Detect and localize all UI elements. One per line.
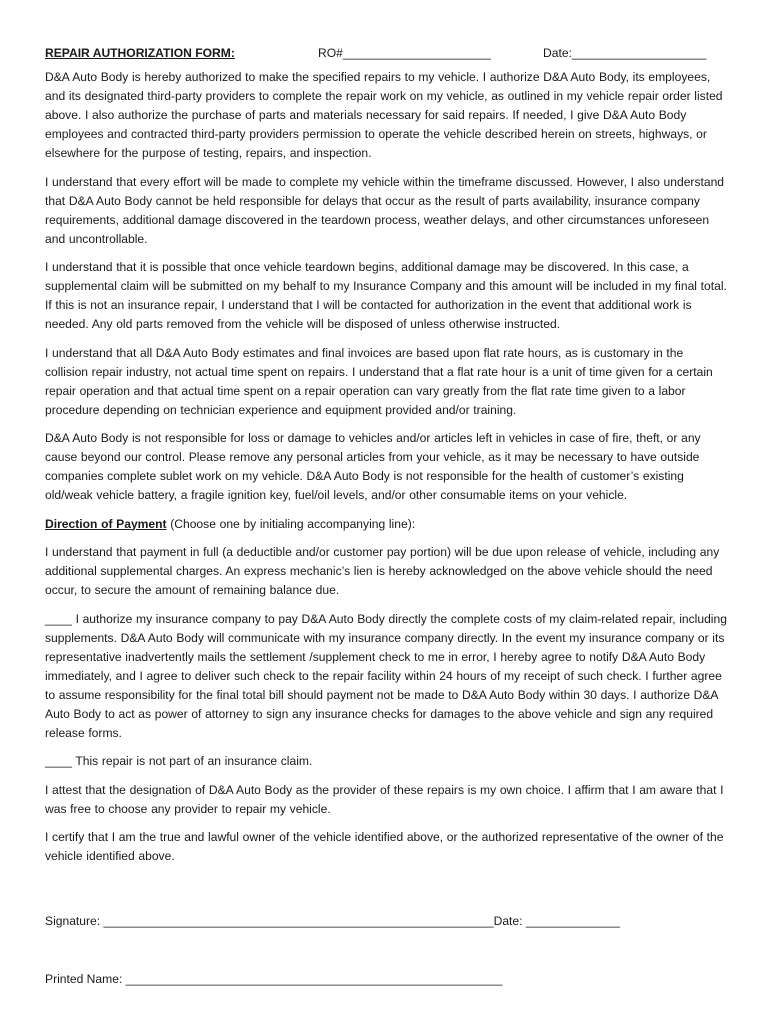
- insurance-payment-option[interactable]: ____ I authorize my insurance company to pay D&A Auto Body directly the complete costs of my claim-related repair, including supplements. D&A Auto Body will communicate with my insurance company directly. In the event my insurance company or its representative inadvertently mails the settlement /supplement check to me in error, I hereby agree to notify D&A Auto Body immediately, and I agree to deliver such check to the repair facility within 24 hours of my receipt of such check. I further agree to assume responsibility for the final total bill should payment not be made to D&A Auto Body within 30 days. I authorize D&A Auto Body to act as power of attorney to sign any insurance checks for damages to the above vehicle and sign any required release forms.: [45, 611, 727, 740]
- timeframe-paragraph: I understand that every effort will be made to complete my vehicle within the timeframe discussed. However, I also understand that D&A Auto Body cannot be held responsible for delays that occur as the result of parts availability, insurance company requirements, additional damage discovered in the teardown process, weather delays, and other circumstances unforeseen and uncontrollable.: [45, 174, 725, 246]
- payment-instruction: (Choose one by initialing accompanying line):: [166, 516, 416, 531]
- liability-paragraph: D&A Auto Body is not responsible for loss or damage to vehicles and/or articles left in vehicles in case of fire, theft, or any cause beyond our control. Please remove any personal articles from your vehicle, as it may be necessary to have outside companies complete sublet work on my vehicle. D&A Auto Body is not responsible for the health of customer’s existing old/weak vehicle battery, a fragile ignition key, fuel/oil levels, and/or other consumable items on your vehicle.: [45, 431, 701, 502]
- payment-heading-line: [45, 515, 729, 534]
- signature-line[interactable]: Signature: __________________________________________________________Date: ______________: [45, 914, 621, 928]
- attest-paragraph: I attest that the designation of D&A Auto Body as the provider of these repairs is my own choice. I affirm that I am aware that I was free to choose any provider to repair my vehicle.: [45, 782, 724, 816]
- flat-rate-paragraph: I understand that all D&A Auto Body estimates and final invoices are based upon flat rate hours, as is customary in the collision repair industry, not actual time spent on repairs. I understand that a flat rate hour is a unit of time given for a certain repair operation and that actual time spent on a repair operation can vary greatly from the flat rate time given to a labor procedure depending on technician experience and equipment provided and/or training.: [45, 345, 713, 417]
- full-payment-paragraph: I understand that payment in full (a deductible and/or customer pay portion) will be due upon release of vehicle, including any additional supplemental charges. An express mechanic’s lien is hereby acknowledged on the above vehicle should the need occur, to secure the amount of remaining balance due.: [45, 545, 720, 597]
- form-title: REPAIR AUTHORIZATION FORM:: [45, 46, 235, 60]
- certify-paragraph: I certify that I am the true and lawful owner of the vehicle identified above, or the authorized representative of the owner of the vehicle identified above.: [45, 830, 724, 863]
- additional-damage-paragraph: I understand that it is possible that once vehicle teardown begins, additional damage may be discovered. In this case, a supplemental claim will be submitted on my behalf to my Insurance Company and this amount will be included in my final total. If this is not an insurance repair, I understand that I will be contacted for authorization in the event that additional work is needed. Any old parts removed from the vehicle will be disposed of unless otherwise instructed.: [45, 260, 727, 331]
- payment-heading: Direction of Payment: [45, 516, 167, 531]
- form-header: [45, 44, 729, 68]
- repair-authorization-form: [45, 44, 729, 876]
- printed-name-line[interactable]: Printed Name: ________________________________________________________: [45, 972, 503, 986]
- header-date-field[interactable]: Date:____________________: [543, 46, 707, 60]
- authorization-paragraph: D&A Auto Body is hereby authorized to make the specified repairs to my vehicle. I authorize D&A Auto Body, its employees, and its designated third-party providers to complete the repair work on my vehicle, as outlined in my vehicle repair order listed above. I also authorize the purchase of parts and materials necessary for said repairs. If needed, I give D&A Auto Body employees and contracted third-party providers permission to operate the vehicle described herein on streets, highways, or elsewhere for the purpose of testing, repairs, and inspection.: [45, 70, 723, 160]
- non-insurance-option[interactable]: ____ This repair is not part of an insurance claim.: [45, 754, 313, 768]
- ro-number-field[interactable]: RO#______________________: [318, 46, 491, 60]
